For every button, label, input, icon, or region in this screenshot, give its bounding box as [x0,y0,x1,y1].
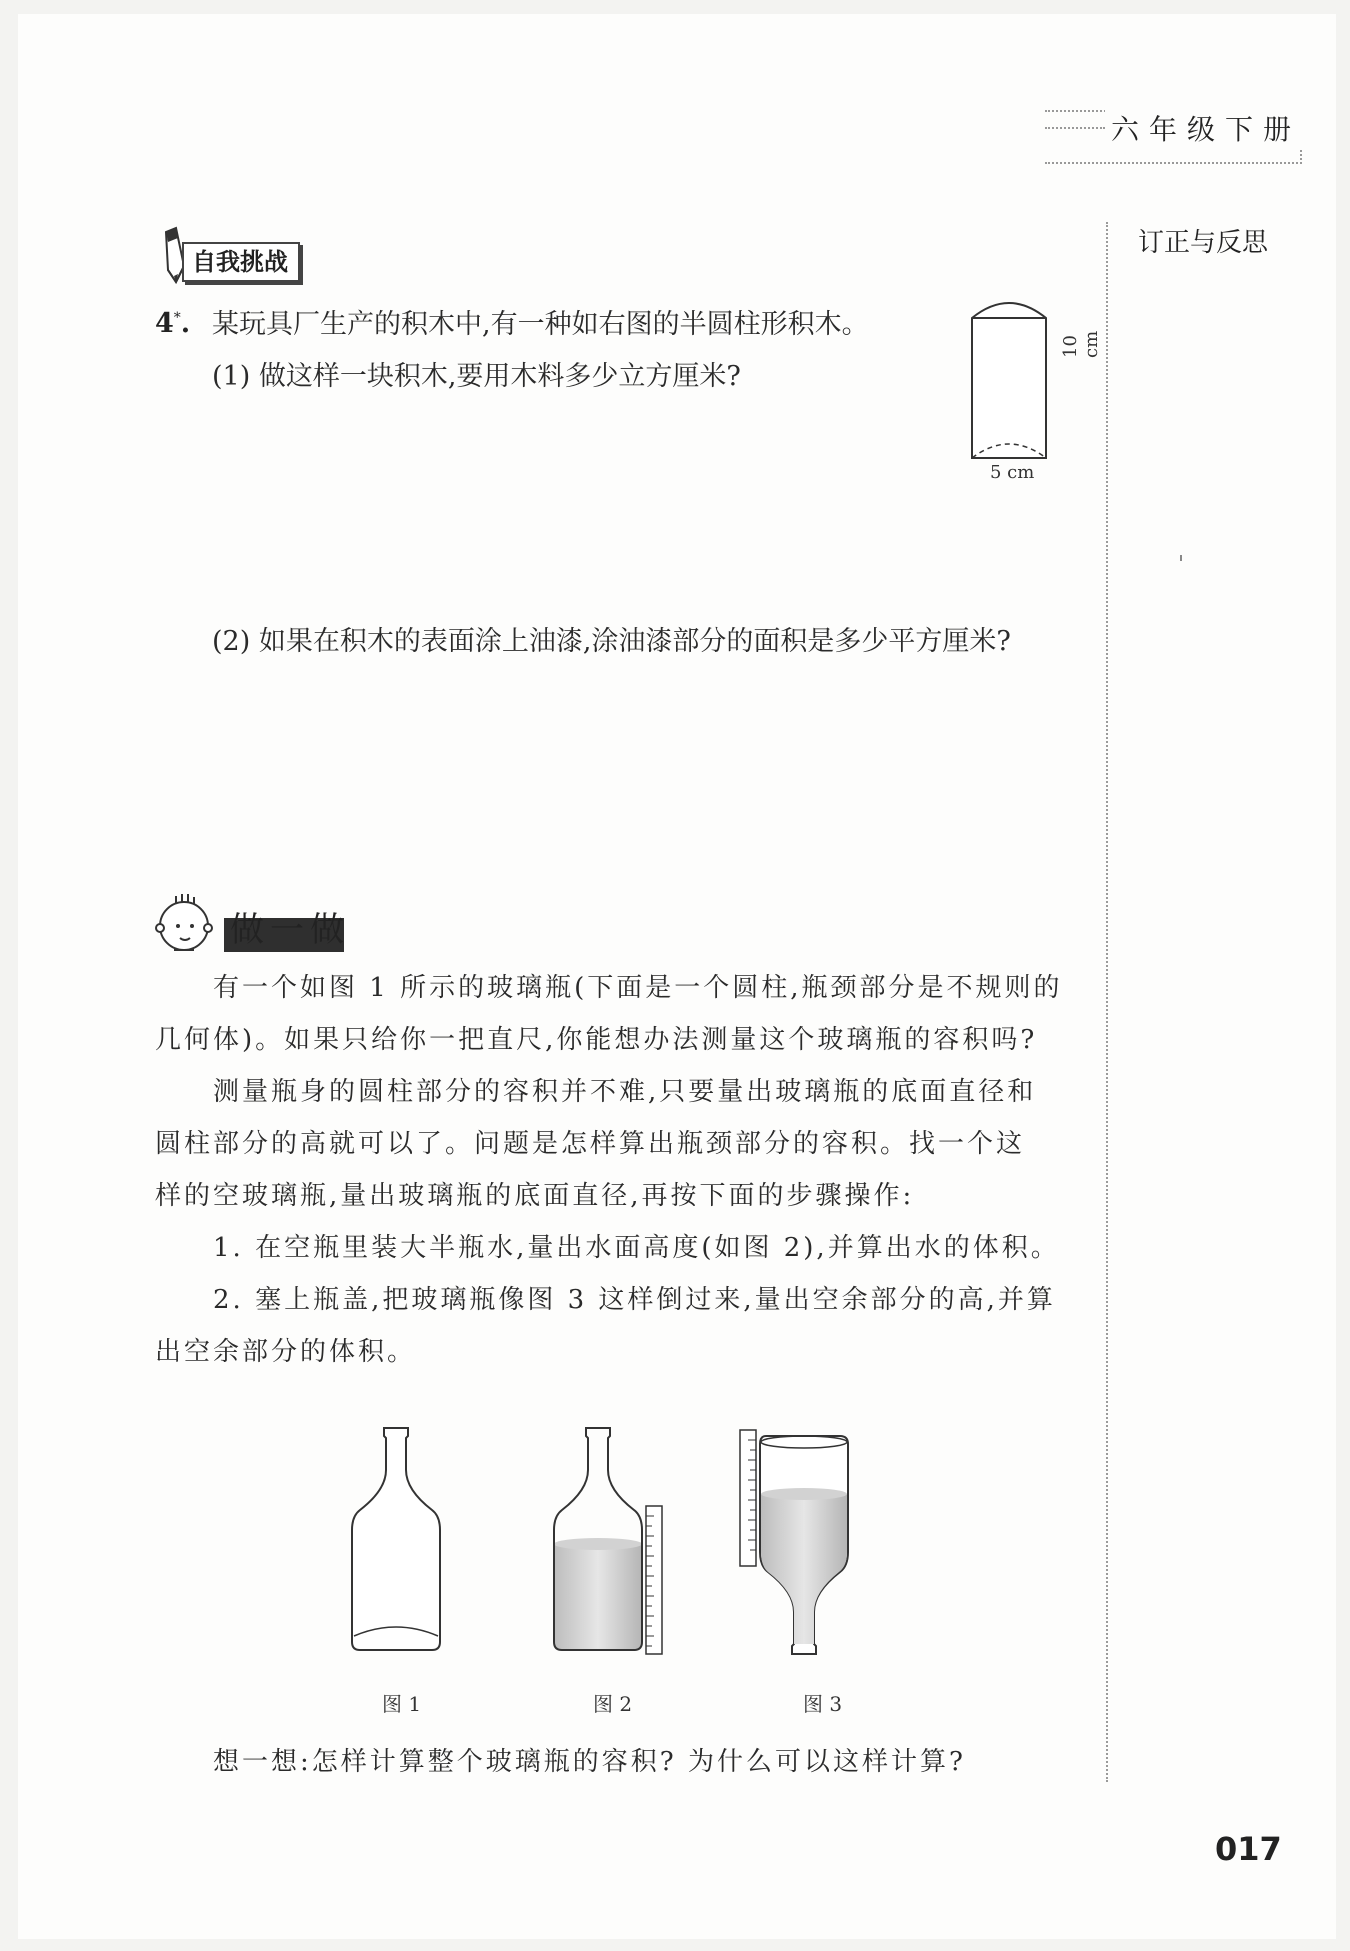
width-label: 5 cm [990,462,1035,483]
page-number: 017 [1215,1830,1282,1868]
paragraph-line: 样的空玻璃瓶,量出玻璃瓶的底面直径,再按下面的步骤操作: [155,1181,915,1211]
paragraph-line: 出空余部分的体积。 [155,1337,417,1367]
think-question: 想一想:怎样计算整个玻璃瓶的容积? 为什么可以这样计算? [213,1747,966,1777]
correction-column-title: 订正与反思 [1138,228,1269,258]
figure-2-caption: 图 2 [593,1692,633,1716]
height-label: 10 cm [1060,330,1102,358]
step-2: 2. 塞上瓶盖,把玻璃瓶像图 3 这样倒过来,量出空余部分的高,并算 [213,1285,1056,1315]
do-it-header [152,888,352,960]
paragraph-line: 圆柱部分的高就可以了。问题是怎样算出瓶颈部分的容积。找一个这 [155,1129,1026,1159]
figure-1-caption: 图 1 [382,1692,422,1716]
cartoon-face-icon [152,888,232,960]
bottle-figure-3 [740,1430,848,1654]
figure-3-caption: 图 3 [803,1692,843,1716]
question-part-2: (2) 如果在积木的表面涂上油漆,涂油漆部分的面积是多少平方厘米? [212,626,1011,657]
self-challenge-title: 自我挑战 [182,242,300,282]
question-number-dot: . [180,308,191,339]
half-cylinder-drawing [960,290,1090,490]
stray-mark [1180,555,1182,561]
bottle-figure-2 [554,1428,662,1654]
question-part-1: (1) 做这样一块积木,要用木料多少立方厘米? [212,361,741,392]
paragraph-line: 测量瓶身的圆柱部分的容积并不难,只要量出玻璃瓶的底面直径和 [213,1077,1037,1107]
question-text: 某玩具厂生产的积木中,有一种如右图的半圆柱形积木。 [212,309,869,340]
bottle-figures [340,1420,920,1660]
paragraph-line: 几何体)。如果只给你一把直尺,你能想办法测量这个玻璃瓶的容积吗? [155,1025,1038,1055]
question-number-value: 4 [155,308,174,339]
step-1: 1. 在空瓶里装大半瓶水,量出水面高度(如图 2),并算出水的体积。 [213,1233,1060,1263]
bottle-figure-1 [352,1428,440,1650]
self-challenge-header [158,222,328,286]
half-cylinder-figure [960,290,1102,494]
question-star-mark: * [173,310,181,326]
paragraph-line: 有一个如图 1 所示的玻璃瓶(下面是一个圆柱,瓶颈部分是不规则的 [213,973,1063,1003]
grade-title: 六年级下册 [1105,108,1307,148]
question-number [155,308,190,339]
do-it-title: 做一做 [230,910,350,950]
